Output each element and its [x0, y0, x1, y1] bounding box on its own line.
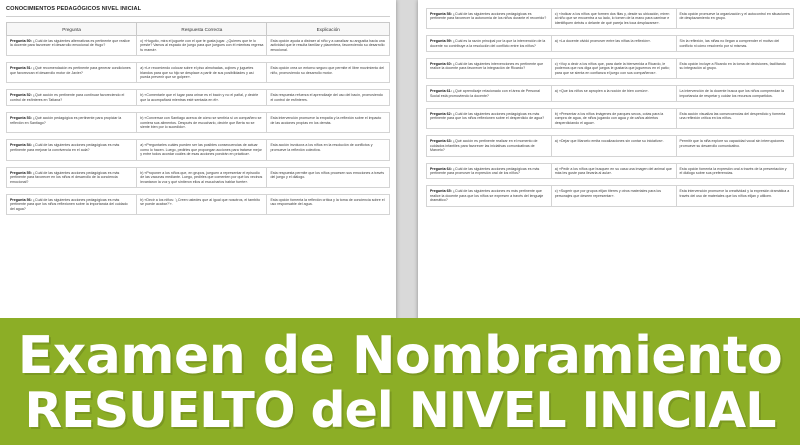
- question-cell: Pregunta 51: ¿Qué recomendación es pertinente para generar condiciones que favorezcan el desarrollo motor de Javier?: [7, 63, 137, 83]
- row-spacer: [427, 79, 794, 86]
- question-number: Pregunta 52:: [10, 93, 32, 98]
- question-number: Pregunta 65:: [430, 189, 452, 194]
- answers-table-left: [6, 22, 390, 215]
- row-spacer: [7, 106, 390, 113]
- question-cell: Pregunta 53: ¿Qué acción pedagógica es pertinente para propiciar la reflexión en Santiago?: [7, 113, 137, 133]
- answer-cell: c) «Indicar a los niños que formen dos filas y, desde su ubicación, miren al niño que se encuentra a su lado, lo tomen de la mano para caminar e identifiquen detrás o delante de qué pareja les toca desplazarse».: [551, 9, 676, 29]
- table-row: [427, 59, 794, 79]
- row-spacer-cell: [427, 29, 794, 36]
- explanation-cell: Esta acción visualiza las consecuencias del desperdicio y fomenta una reflexión crítica en los niños.: [676, 109, 793, 129]
- explanation-cell: Esta opción fomenta la reflexión crítica y la toma de conciencia sobre el uso responsable del agua.: [267, 194, 390, 214]
- row-spacer-cell: [427, 102, 794, 109]
- answers-table-left-body: [7, 36, 390, 215]
- answer-cell: b) «Decir a los niños: '¿Creen ustedes que al igual que nosotros, el tambito se puede acabar?'».: [137, 194, 267, 214]
- explanation-cell: Esta intervención promueve la creatividad y la expresión dramática a través del uso de materiales que los niños elijan y utilicen.: [676, 186, 793, 206]
- row-spacer-cell: [427, 179, 794, 186]
- question-number: Pregunta 50:: [10, 39, 32, 43]
- answers-table-right-body: [427, 9, 794, 207]
- row-spacer: [427, 52, 794, 59]
- question-cell: Pregunta 59: ¿Cuál es la razón principal por la que la intervención de la docente no contribuye a la resolución del conflicto entre los niños?: [427, 36, 552, 52]
- answer-cell: b) «Conversar con Santiago acerca de cómo se sentiría si un compañero se comiera sus alimentos. Después de escucharlo, decirle que Berta no se siente bien por lo sucedido».: [137, 113, 267, 133]
- document-page-right: [418, 0, 800, 330]
- explanation-cell: Esta opción fomenta la expresión oral a través de la presentación y el diálogo sobre sus preferencias.: [676, 163, 793, 179]
- row-spacer-cell: [7, 83, 390, 90]
- question-number: Pregunta 55:: [10, 170, 32, 175]
- question-cell: Pregunta 61: ¿Qué aprendizaje relacionado con el área de Personal Social está promoviendo la docente?: [427, 86, 552, 102]
- question-cell: Pregunta 55: ¿Cuál de las siguientes acciones pedagógicas es más pertinente para favorecer en los niños el desarrollo de la conciencia emocional?: [7, 167, 137, 187]
- column-header-answer: Respuesta Correcta: [137, 23, 267, 36]
- table-header-row: [7, 23, 390, 36]
- answer-cell: a) «Dejar que Marcelo emita vocalizaciones sin contar su iniciativa».: [551, 136, 676, 156]
- answer-cell: c) «Sugerir que por grupos elijan títeres y otros materiales para los personajes que deseen representar».: [551, 186, 676, 206]
- table-row: [7, 167, 390, 187]
- answer-cell: a) «La docente olvidó promover entre las niñas la reflexión».: [551, 36, 676, 52]
- answer-cell: b) «Presentar a los niños imágenes de parques secos, cotas para la compra de agua, de niños jugando con agua y de caños abiertos desperdiciando el agua».: [551, 109, 676, 129]
- title-banner: [0, 318, 800, 445]
- table-row: [427, 136, 794, 156]
- explanation-cell: Esta opción incluye a Ricardo en la toma de decisiones, facilitando su integración al grupo.: [676, 59, 793, 79]
- table-row: [7, 194, 390, 214]
- question-number: Pregunta 61:: [430, 89, 452, 94]
- explanation-cell: La intervención de la docente busca que los niños comprendan la importancia de respetar y cuidar los recursos compartidos.: [676, 86, 793, 102]
- table-row: [7, 140, 390, 160]
- question-number: Pregunta 60:: [430, 62, 452, 67]
- question-number: Pregunta 54:: [10, 143, 32, 148]
- row-spacer: [427, 179, 794, 186]
- explanation-cell: Sin la reflexión, las niñas no llegan a comprender el motivo del conflicto ni cómo resolverlo por sí mismas.: [676, 36, 793, 52]
- row-spacer: [427, 29, 794, 36]
- row-spacer-cell: [427, 52, 794, 59]
- question-cell: Pregunta 58: ¿Cuál de las siguientes acciones pedagógicas es pertinente para favorecer la autonomía de los niños durante el recorrido?: [427, 9, 552, 29]
- row-spacer-cell: [7, 187, 390, 194]
- row-spacer: [7, 83, 390, 90]
- document-title: CONOCIMIENTOS PEDAGÓGICOS NIVEL INICIAL: [6, 6, 142, 12]
- question-number: Pregunta 51:: [10, 66, 32, 71]
- table-row: [7, 63, 390, 83]
- answer-cell: b) «Comentarle que el lugar para orinar es el bacín y no el pañal, y decirle que la acompañará mientras esté sentada en él».: [137, 90, 267, 106]
- row-spacer: [427, 156, 794, 163]
- row-spacer: [7, 133, 390, 140]
- column-header-question: Pregunta: [7, 23, 137, 36]
- row-spacer: [7, 160, 390, 167]
- column-header-explanation: Explicación: [267, 23, 390, 36]
- table-row: [427, 86, 794, 102]
- answer-cell: a) «Preguntarles cuáles pueden ser las posibles consecuencias de actuar como lo hacen. Luego, pedirles que propongan acciones para tratarse mejor y entre todos acordar cuáles de esas acciones pondrán en práctica».: [137, 140, 267, 160]
- explanation-cell: Esta opción crea un entorno seguro que permite el libre movimiento del niño, promoviendo su desarrollo motor.: [267, 63, 390, 83]
- explanation-cell: Esta opción promueve la organización y el autocontrol en situaciones de desplazamiento en grupo.: [676, 9, 793, 29]
- explanation-cell: Esta opción ayuda a distraer al niño y a canalizar su angustia hacia una actividad que le resulta familiar y placentera, favoreciendo su desarrollo emocional.: [267, 36, 390, 56]
- explanation-cell: Esta respuesta permite que los niños procesen sus emociones a través del juego y el diálogo.: [267, 167, 390, 187]
- table-row: [427, 36, 794, 52]
- question-cell: Pregunta 52: ¿Qué acción es pertinente para continuar favoreciendo el control de esfínteres en Tatiana?: [7, 90, 137, 106]
- row-spacer-cell: [7, 56, 390, 63]
- question-cell: Pregunta 63: ¿Qué acción es pertinente realizar en el momento de cuidados infantiles para favorecer las iniciativas comunicativas de Marcelo?: [427, 136, 552, 156]
- banner-title-line2: RESUELTO del NIVEL INICIAL: [24, 382, 776, 439]
- answer-cell: c) «Voy a decir a los niños que, para darle la bienvenida a Ricardo, le podemos que nos diga qué juegos le gustaría que juguemos en el patio; para que se sienta en confianza el juego con sus compañeros».: [551, 59, 676, 79]
- question-cell: Pregunta 50: ¿Cuál de las siguientes alternativas es pertinente que realice la docente para favorecer el desarrollo emocional de Hugo?: [7, 36, 137, 56]
- question-number: Pregunta 53:: [10, 116, 32, 121]
- row-spacer-cell: [427, 156, 794, 163]
- table-row: [427, 9, 794, 29]
- answers-table-right: [426, 8, 794, 207]
- row-spacer-cell: [7, 160, 390, 167]
- question-number: Pregunta 58:: [430, 12, 452, 16]
- question-number: Pregunta 64:: [430, 166, 452, 171]
- answer-cell: a) «Que los niños se apropien a la noción de bien común».: [551, 86, 676, 102]
- table-row: [7, 90, 390, 106]
- explanation-cell: Esta acción involucra a los niños en la resolución de conflictos y promueve la reflexión colectiva.: [267, 140, 390, 160]
- question-cell: Pregunta 65: ¿Cuál de las siguientes acciones es más pertinente que realice la docente para que los niños se expresen a través del lenguaje dramático?: [427, 186, 552, 206]
- table-row: [7, 113, 390, 133]
- question-cell: Pregunta 54: ¿Cuál de las siguientes acciones pedagógicas es más pertinente para mejorar la convivencia en el aula?: [7, 140, 137, 160]
- answer-cell: b) «Proponer a los niños que, en grupos, jueguen a representar el episodio de las vacunas mediante. Luego, pedirles que comenten por qué los vecinos levantaron la voz y qué sintieron ellos al escucharlos hablar fuerte».: [137, 167, 267, 187]
- title-divider: [6, 16, 390, 17]
- row-spacer: [427, 102, 794, 109]
- row-spacer: [427, 129, 794, 136]
- explanation-cell: Permitir que la niña explore su capacidad vocal sin interrupciones promueve su desarrollo comunicativo.: [676, 136, 793, 156]
- question-number: Pregunta 62:: [430, 112, 452, 117]
- explanation-cell: Esta respuesta refuerza el aprendizaje del uso del bacín, promoviendo el control de esfínteres.: [267, 90, 390, 106]
- answer-cell: c) «Huguito, mira el juguete con el que te gusta jugar. ¿Quieres que te lo preste? Vamos al espacio de juego para que juegues con él mientras regresa tu mamá».: [137, 36, 267, 56]
- question-cell: Pregunta 56: ¿Cuál de las siguientes acciones pedagógicas es más pertinente para que los niños reflexionen sobre la importancia del cuidado del agua?: [7, 194, 137, 214]
- table-row: [7, 36, 390, 56]
- explanation-cell: Esta intervención promueve la empatía y la reflexión sobre el impacto de las acciones propias en los demás.: [267, 113, 390, 133]
- row-spacer: [7, 187, 390, 194]
- row-spacer-cell: [427, 129, 794, 136]
- row-spacer: [7, 56, 390, 63]
- table-row: [427, 186, 794, 206]
- question-cell: Pregunta 60: ¿Cuál de las siguientes intervenciones es pertinente que realice la docente para favorecer la integración de Ricardo?: [427, 59, 552, 79]
- question-cell: Pregunta 64: ¿Cuál de las siguientes acciones pedagógicas es más pertinente para promover la expresión oral de los niños?: [427, 163, 552, 179]
- answer-cell: a) «Le recomiendo colocar sobre el piso almohadas, cojines y juguetes blandos para que su hijo se desplace a partir de sus posibilidades y así pueda prevenir que se golpee».: [137, 63, 267, 83]
- banner-title-line1: Examen de Nombramiento: [17, 326, 783, 386]
- row-spacer-cell: [7, 133, 390, 140]
- question-number: Pregunta 56:: [10, 197, 32, 202]
- row-spacer-cell: [427, 79, 794, 86]
- answer-cell: a) «Pedir a los niños que busquen en su casa una imagen del animal que más les guste para llevarla al aula».: [551, 163, 676, 179]
- table-row: [427, 109, 794, 129]
- table-row: [427, 163, 794, 179]
- row-spacer-cell: [7, 106, 390, 113]
- question-number: Pregunta 59:: [430, 39, 452, 44]
- document-page-left: [0, 0, 396, 330]
- question-cell: Pregunta 62: ¿Cuál de las siguientes acciones pedagógicas es más pertinente para que los niños reflexionen sobre el desperdicio de agua?: [427, 109, 552, 129]
- question-number: Pregunta 63:: [430, 139, 452, 144]
